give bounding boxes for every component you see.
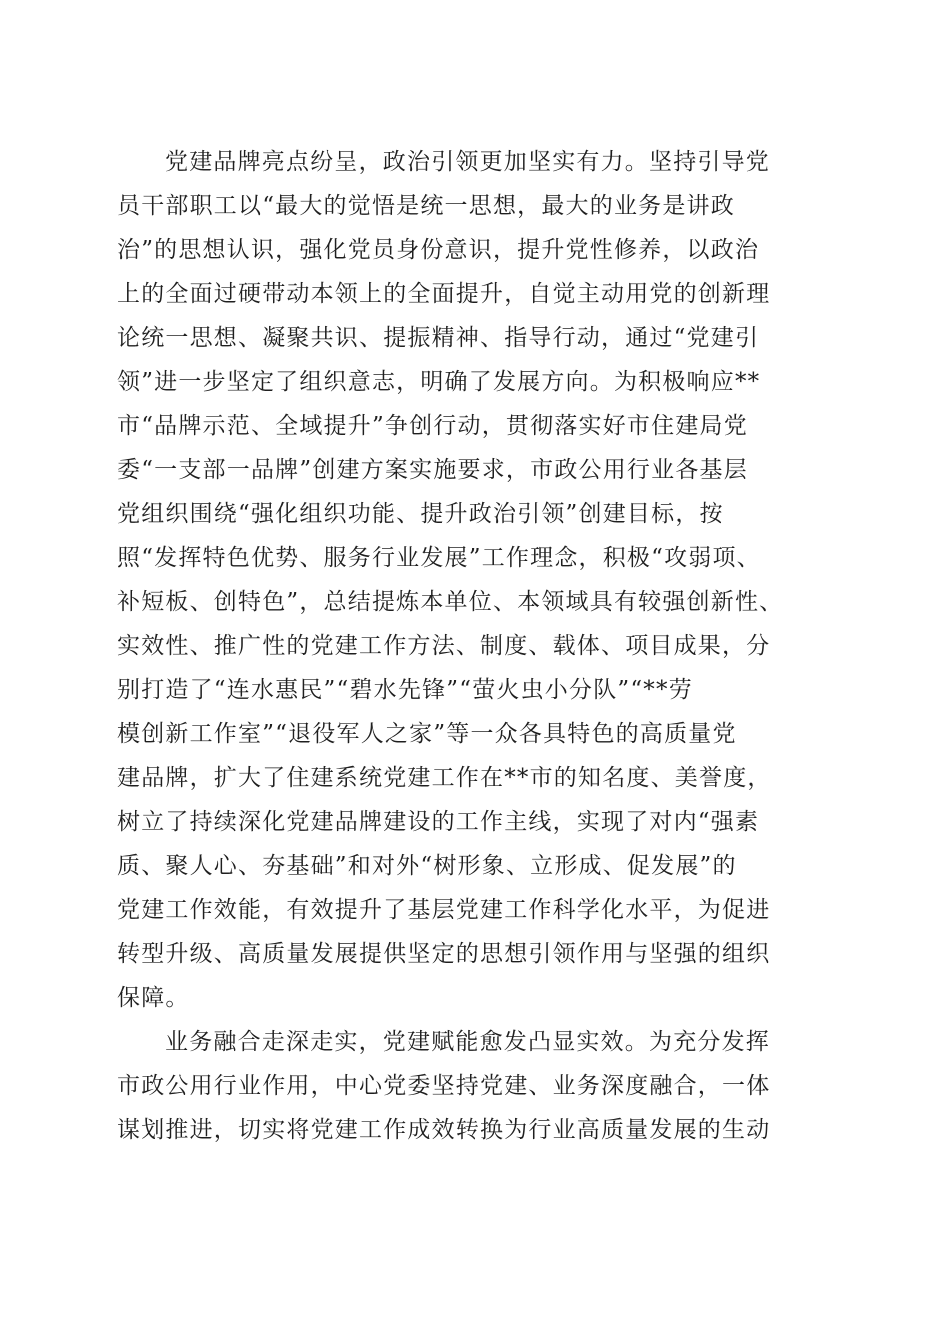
text-line: 委“一支部一品牌”创建方案实施要求，市政公用行业各基层: [117, 457, 748, 483]
text-line: 树立了持续深化党建品牌建设的工作主线，实现了对内“强素: [117, 809, 760, 835]
text-line: 业务融合走深走实，党建赋能愈发凸显实效。为充分发挥: [165, 1029, 770, 1055]
text-line: 转型升级、高质量发展提供坚定的思想引领作用与坚强的组织: [117, 941, 771, 967]
paragraph-1: [117, 140, 837, 1020]
text-line: 实效性、推广性的党建工作方法、制度、载体、项目成果，分: [117, 633, 771, 659]
text-line: 补短板、创特色”，总结提炼本单位、本领域具有较强创新性、: [117, 589, 784, 615]
text-line: 治”的思想认识，强化党员身份意识，提升党性修养，以政治: [117, 237, 760, 263]
text-line: 质、聚人心、夯基础”和对外“树形象、立形成、促发展”的: [117, 853, 737, 879]
text-line: 领”进一步坚定了组织意志，明确了发展方向。为积极响应**: [117, 369, 761, 395]
paragraph-2: [117, 1020, 837, 1152]
text-line: 党建工作效能，有效提升了基层党建工作科学化水平，为促进: [117, 897, 771, 923]
text-line: 建品牌，扩大了住建系统党建工作在**市的知名度、美誉度，: [117, 765, 772, 791]
text-line: 论统一思想、凝聚共识、提振精神、指导行动，通过“党建引: [117, 325, 760, 351]
text-line: 保障。: [117, 985, 190, 1011]
text-line: 党组织围绕“强化组织功能、提升政治引领”创建目标，按: [117, 501, 724, 527]
text-line: 照“发挥特色优势、服务行业发展”工作理念，积极“攻弱项、: [117, 545, 761, 571]
text-line: 上的全面过硬带动本领上的全面提升，自觉主动用党的创新理: [117, 281, 771, 307]
text-line: 模创新工作室”“退役军人之家”等一众各具特色的高质量党: [117, 721, 737, 747]
text-line: 员干部职工以“最大的觉悟是统一思想，最大的业务是讲政: [117, 193, 735, 219]
text-line: 谋划推进，切实将党建工作成效转换为行业高质量发展的生动: [117, 1117, 771, 1143]
text-line: 别打造了“连水惠民”“碧水先锋”“萤火虫小分队”“**劳: [117, 677, 693, 703]
text-line: 市政公用行业作用，中心党委坚持党建、业务深度融合，一体: [117, 1073, 771, 1099]
text-line: 市“品牌示范、全域提升”争创行动，贯彻落实好市住建局党: [117, 413, 748, 439]
text-line: 党建品牌亮点纷呈，政治引领更加坚实有力。坚持引导党: [165, 149, 770, 175]
body-text: [117, 140, 837, 1152]
